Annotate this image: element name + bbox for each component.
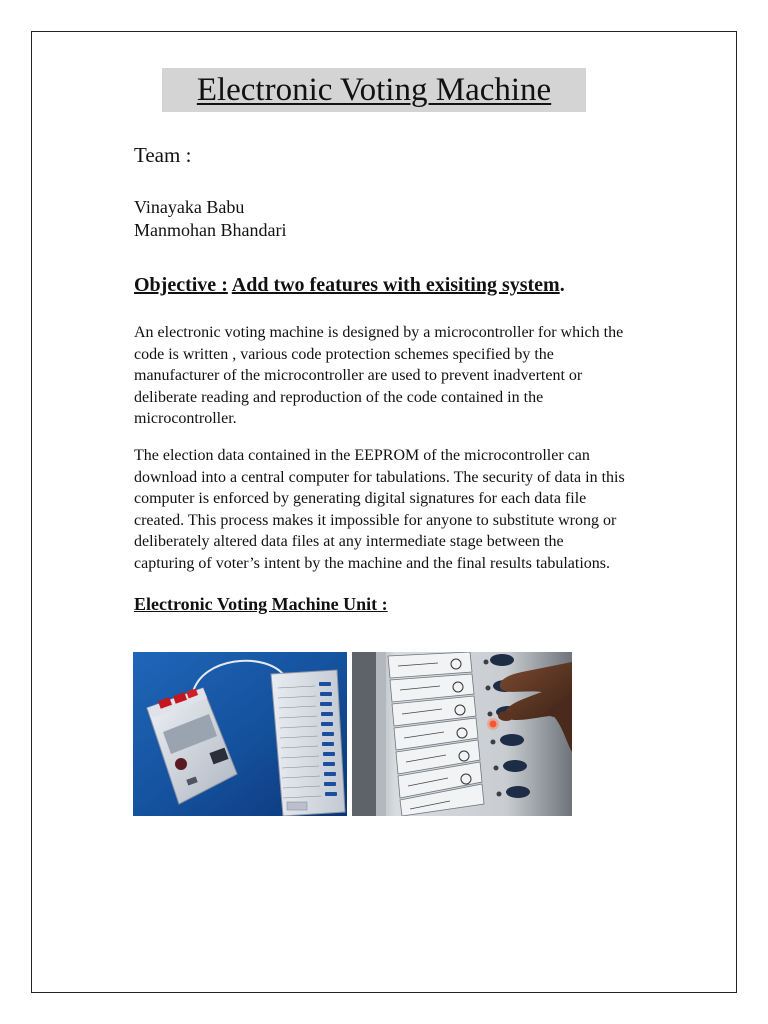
paragraph-line: capturing of voter’s intent by the machine and the final results tabulations. [134, 554, 611, 572]
paragraph-line: deliberate reading and reproduction of the code contained in the [134, 388, 544, 406]
paragraph-line: An electronic voting machine is designed by a microcontroller for which the [134, 324, 624, 341]
paragraph-data-security [134, 445, 714, 574]
objective-line [134, 272, 565, 298]
evm-ballot-unit-closeup-photo [352, 652, 572, 816]
team-member: Manmohan Bhandari [134, 220, 287, 240]
evm-control-and-ballot-unit-photo [133, 652, 347, 816]
paragraph-line: The election data contained in the EEPROM of the microcontroller can [134, 447, 590, 464]
paragraph-line: microcontroller. [134, 410, 237, 427]
title-highlight [162, 68, 586, 112]
objective-label: Objective : [134, 274, 228, 296]
team-member: Vinayaka Babu [134, 197, 245, 217]
document-title: Electronic Voting Machine [196, 72, 552, 108]
objective-text: Add two features with exisiting system [231, 274, 560, 296]
paragraph-line: code is written , various code protection schemes specified by the [134, 345, 554, 363]
team-label: Team : [134, 143, 192, 167]
paragraph-line: created. This process makes it impossible for anyone to substitute wrong or [134, 511, 617, 529]
paragraph-code-protection [134, 322, 714, 430]
paragraph-line: manufacturer of the microcontroller are used to prevent inadvertent or [134, 367, 583, 384]
objective-period: . [559, 274, 565, 296]
section-heading: Electronic Voting Machine Unit : [134, 594, 388, 614]
paragraph-line: download into a central computer for tabulations. The security of data in this [134, 468, 625, 486]
paragraph-line: deliberately altered data files at any intermediate stage between the [134, 533, 564, 550]
paragraph-line: computer is enforced by generating digital signatures for each data file [134, 490, 587, 507]
